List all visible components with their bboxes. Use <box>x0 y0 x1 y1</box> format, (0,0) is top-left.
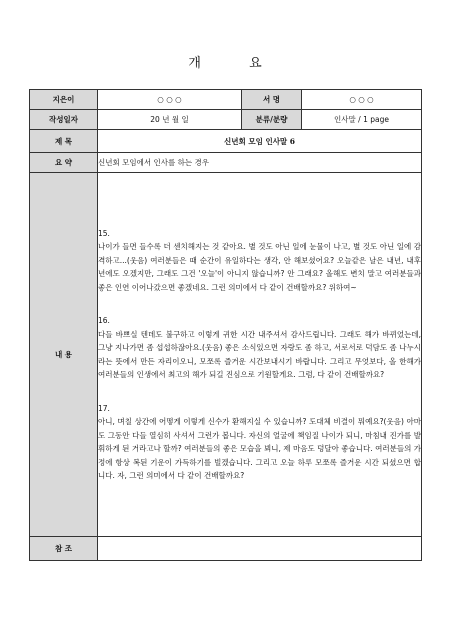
subject-value: 신년회 모임 인사말 6 <box>98 130 422 153</box>
reference-label: 참 조 <box>30 537 98 561</box>
summary-row <box>30 153 422 173</box>
subject-label: 제 목 <box>30 130 98 153</box>
page-title: 개 요 <box>188 56 284 71</box>
summary-form-table <box>29 89 422 561</box>
signature-value: ○ ○ ○ <box>302 90 422 110</box>
category-label: 분류/분량 <box>242 110 302 130</box>
paragraph-text: 16. 다들 바쁘실 텐데도 불구하고 이렇게 귀한 시간 내주셔서 감사드립니다. 그래도 해가 바뀌었는데, 그냥 지나가면 좀 섭섭하잖아요.(웃음) 좋은 소식있으면 자랑도 좀 하고, 서로서로 덕담도 좀 나누시라는 뜻에서 만든 자리이오니, 모쪼록 즐거운 시간보내시기 바랍니다. 그리고 무엇보다, 올 한해가 여러분들의 인생에서 최고의 해가 되길 진심으로 기원할게요. 그럼, 다 같이 건배할까요? <box>98 316 422 379</box>
category-value: 인사말 / 1 page <box>302 110 422 130</box>
paragraph-text: 15. 나이가 들면 들수록 더 센치해지는 것 같아요. 별 것도 아닌 일에 눈물이 나고, 별 것도 아닌 일에 감격하고...(웃음) 여러분들은 때 순간이 유일하다는 생각, 안 해보셨어요? 오늘같은 날은 내년, 내후년에도 오겠지만, 그래도 그건 '오늘'이 아니지 않습니까? 안 그래요? 올해도 변치 말고 여러분들과 좋은 인연 이어나갔으면 좋겠네요. 그런 의미에서 다 같이 건배할까요? 위하여~ <box>98 228 422 292</box>
reference-value <box>98 537 422 561</box>
content-paragraph <box>98 402 421 483</box>
date-row <box>30 110 422 130</box>
content-row <box>30 173 422 537</box>
paragraph-text: 17. 아니, 며칠 상간에 어떻게 이렇게 신수가 환해지실 수 있습니까? 도대체 비결이 뭐예요?(웃음) 아마도 그동안 다들 열심히 사셔서 그런가 봅니다. 자신의 얼굴에 책임질 나이가 되니, 마침내 진가를 발휘하게 된 거라고나 할까? 여러분들의 좋은 모습을 뵈니, 제 마음도 덩달아 좋습니다. 여러분들의 가정에 항상 복된 기운이 가득하기를 빌겠습니다. 그리고 오늘 하루 모쪼록 즐거운 시간 되셨으면 합니다. 자, 그런 의미에서 다 같이 건배할까요? <box>98 403 422 480</box>
content-label: 내 용 <box>30 173 98 537</box>
reference-row <box>30 537 422 561</box>
author-value: ○ ○ ○ <box>98 90 242 110</box>
content-paragraph <box>98 227 421 295</box>
date-value: 20 년 월 일 <box>98 110 242 130</box>
content-body <box>98 173 422 537</box>
signature-label: 서 명 <box>242 90 302 110</box>
summary-value: 신년회 모임에서 인사를 하는 경우 <box>98 153 422 173</box>
date-label: 작성일자 <box>30 110 98 130</box>
author-row <box>30 90 422 110</box>
author-label: 지은이 <box>30 90 98 110</box>
summary-label: 요 약 <box>30 153 98 173</box>
subject-row <box>30 130 422 153</box>
content-paragraph <box>98 314 421 382</box>
